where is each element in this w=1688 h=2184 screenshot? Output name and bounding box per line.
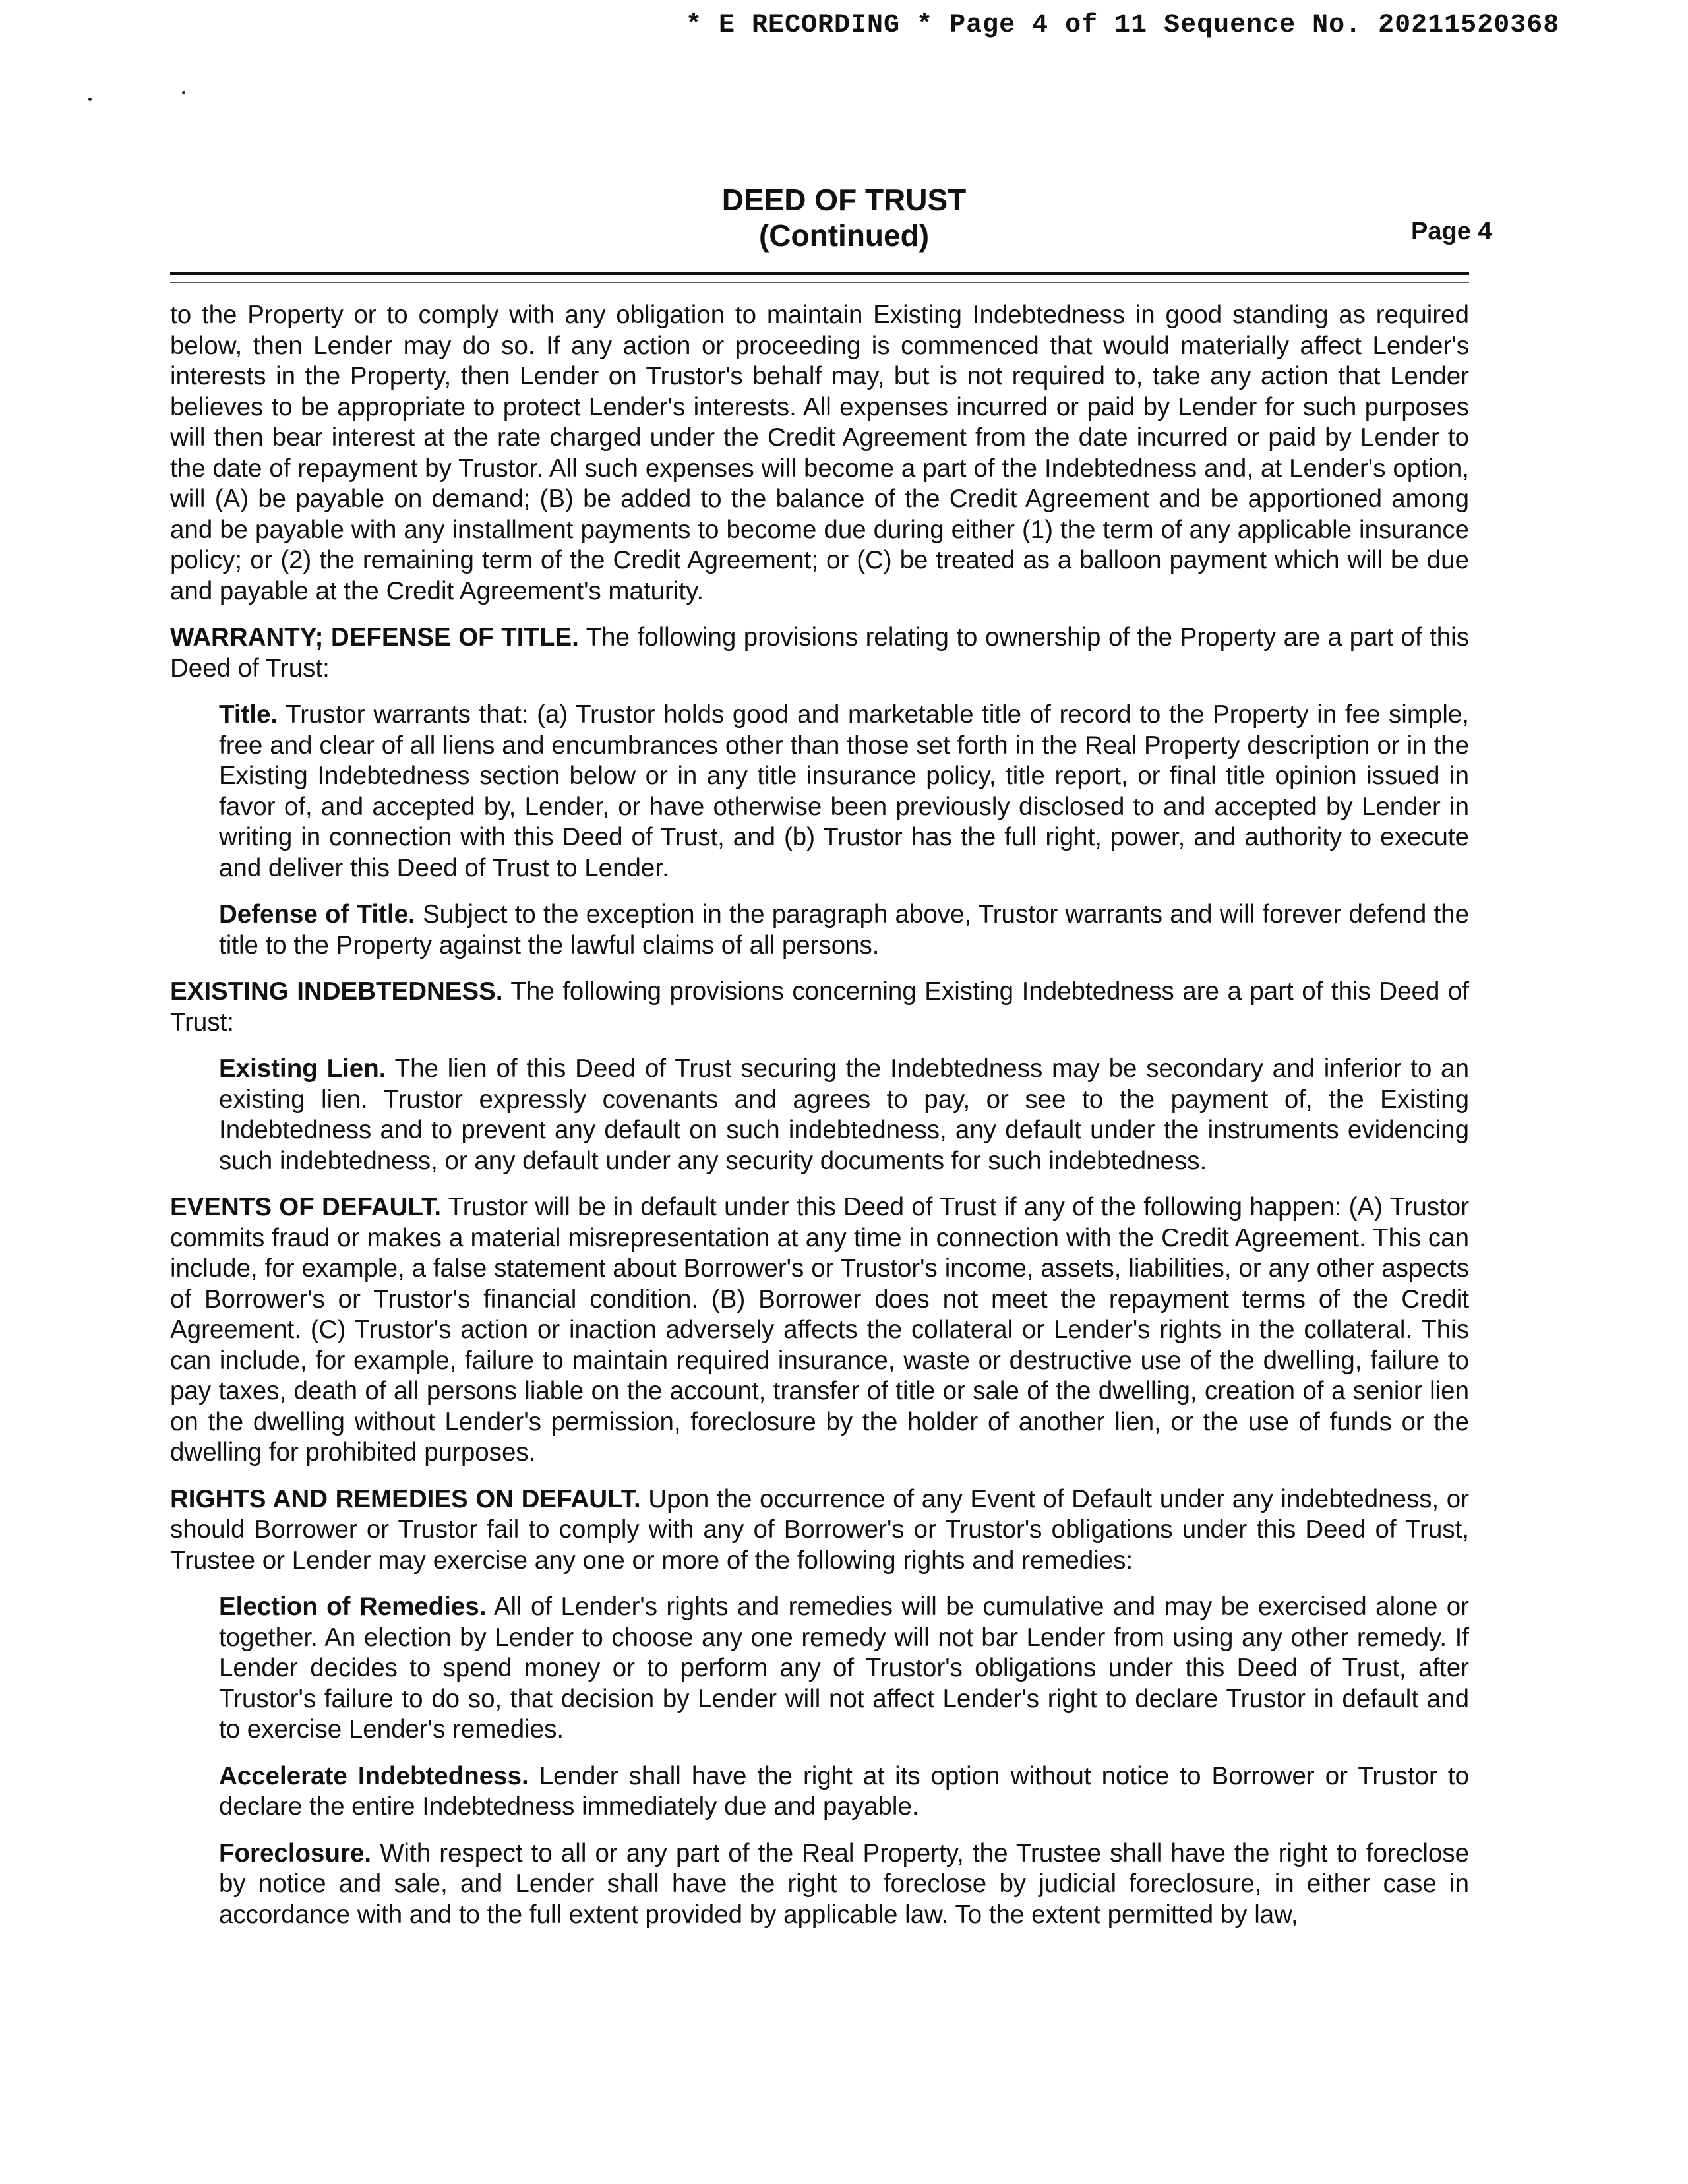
paragraph-text: The following provisions relating to ownership of the Property are a part of this Deed of Trust:	[170, 623, 1469, 682]
scan-speck	[88, 98, 92, 101]
subsection-heading: Accelerate Indebtedness.	[219, 1761, 529, 1790]
section-existing-indebtedness	[170, 977, 1469, 1038]
paragraph-text: All of Lender's rights and remedies will be cumulative and may be exercised alone or together. An election by Lender to choose any one remedy will not bar Lender from using any other remedy. If Lender decides to spend money or to perform any of Trustor's obligations under this Deed of Trust, after Trustor's failure to do so, that decision by Lender will not affect Lender's right to declare Trustor in default and to exercise Lender's remedies.	[219, 1592, 1470, 1744]
document-body	[170, 300, 1469, 1946]
section-heading: RIGHTS AND REMEDIES ON DEFAULT.	[170, 1484, 641, 1513]
section-heading: EVENTS OF DEFAULT.	[170, 1193, 442, 1221]
subsection-heading: Foreclosure.	[219, 1838, 372, 1867]
paragraph-text: to the Property or to comply with any obligation to maintain Existing Indebtedness in good standing as required below, then Lender may do so. If any action or proceeding is commenced that would materially affect Lender's interests in the Property, then Lender on Trustor's behalf may, but is not required to, take any action that Lender believes to be appropriate to protect Lender's interests. All expenses incurred or paid by Lender for such purposes will then bear interest at the rate charged under the Credit Agreement from the date incurred or paid by Lender to the date of repayment by Trustor. All such expenses will become a part of the Indebtedness and, at Lender's option, will (A) be payable on demand; (B) be added to the balance of the Credit Agreement and be apportioned among and be payable with any installment payments to become due during either (1) the term of any applicable insurance policy; or (2) the remaining term of the Credit Agreement; or (C) be treated as a balloon payment which will be due and payable at the Credit Agreement's maturity.	[170, 301, 1469, 605]
paragraph-text: Upon the occurrence of any Event of Default under any indebtedness, or should Borrower or Trustor fail to comply with any of Borrower's or Trustor's obligations under this Deed of Trust, Trustee or Lender may exercise any one or more of the following rights and remedies:	[170, 1484, 1469, 1575]
section-warranty-defense-of-title	[170, 622, 1469, 684]
subsection-defense-of-title	[219, 899, 1469, 961]
subsection-election-of-remedies	[219, 1592, 1469, 1745]
subsection-heading: Defense of Title.	[219, 900, 415, 928]
section-heading: EXISTING INDEBTEDNESS.	[170, 977, 503, 1006]
paragraph-text: The lien of this Deed of Trust securing the Indebtedness may be secondary and inferior to an existing lien. Trustor expressly covenants and agrees to pay, or see to the payment of, the Existing Indebtedness and to prevent any default on such indebtedness, any default under the instruments evidencing such indebtedness, or any default under any security documents for such indebtedness.	[219, 1054, 1469, 1175]
paragraph-text: Trustor warrants that: (a) Trustor holds good and marketable title of record to the Property in fee simple, free and clear of all liens and encumbrances other than those set forth in the Real Property description or in the Existing Indebtedness section below or in any title insurance policy, title report, or final title opinion issued in favor of, and accepted by, Lender, or have otherwise been previously disclosed to and accepted by Lender in writing in connection with this Deed of Trust, and (b) Trustor has the full right, power, and authority to execute and deliver this Deed of Trust to Lender.	[219, 700, 1469, 882]
document-title: DEED OF TRUST	[721, 183, 967, 217]
subsection-existing-lien	[219, 1054, 1469, 1176]
page-number: Page 4	[1411, 218, 1492, 245]
subsection-heading: Election of Remedies.	[219, 1592, 487, 1621]
document-subtitle: (Continued)	[758, 218, 930, 253]
subsection-title	[219, 700, 1469, 884]
paragraph-text: Lender shall have the right at its option without notice to Borrower or Trustor to declare the entire Indebtedness immediately due and payable.	[219, 1761, 1469, 1821]
section-events-of-default	[170, 1192, 1469, 1469]
subsection-accelerate-indebtedness	[219, 1761, 1469, 1823]
section-rights-and-remedies	[170, 1484, 1469, 1577]
subsection-foreclosure	[219, 1838, 1469, 1931]
paragraph-text: Subject to the exception in the paragraph above, Trustor warrants and will forever defend the title to the Property against the lawful claims of all persons.	[219, 900, 1469, 959]
scan-speck	[182, 91, 185, 94]
paragraph-text: Trustor will be in default under this Deed of Trust if any of the following happen: (A) Trustor commits fraud or makes a material misrepresentation at any time in connection with the Credit Agreement. This can include, for example, a false statement about Borrower's or Trustor's income, assets, liabilities, or any other aspects of Borrower's or Trustor's financial condition. (B) Borrower does not meet the repayment terms of the Credit Agreement. (C) Trustor's action or inaction adversely affects the collateral or Lender's rights in the collateral. This can include, for example, failure to maintain required insurance, waste or destructive use of the dwelling, failure to pay taxes, death of all persons liable on the account, transfer of title or sale of the dwelling, creation of a senior lien on the dwelling without Lender's permission, foreclosure by the holder of another lien, or the use of funds or the dwelling for prohibited purposes.	[170, 1193, 1470, 1467]
recording-header: * E RECORDING * Page 4 of 11 Sequence No. 20211520368	[686, 11, 1560, 40]
header-divider-thin	[170, 282, 1469, 283]
paragraph-text: The following provisions concerning Existing Indebtedness are a part of this Deed of Trust:	[170, 977, 1469, 1037]
paragraph-text: With respect to all or any part of the Real Property, the Trustee shall have the right to foreclose by notice and sale, and Lender shall have the right to foreclose by judicial foreclosure, in either case in accordance with and to the full extent provided by applicable law. To the extent permitted by law,	[219, 1838, 1469, 1929]
header-divider	[170, 272, 1469, 275]
paragraph-continued	[170, 300, 1469, 607]
section-heading: WARRANTY; DEFENSE OF TITLE.	[170, 623, 579, 652]
subsection-heading: Title.	[219, 700, 278, 729]
subsection-heading: Existing Lien.	[219, 1054, 386, 1083]
